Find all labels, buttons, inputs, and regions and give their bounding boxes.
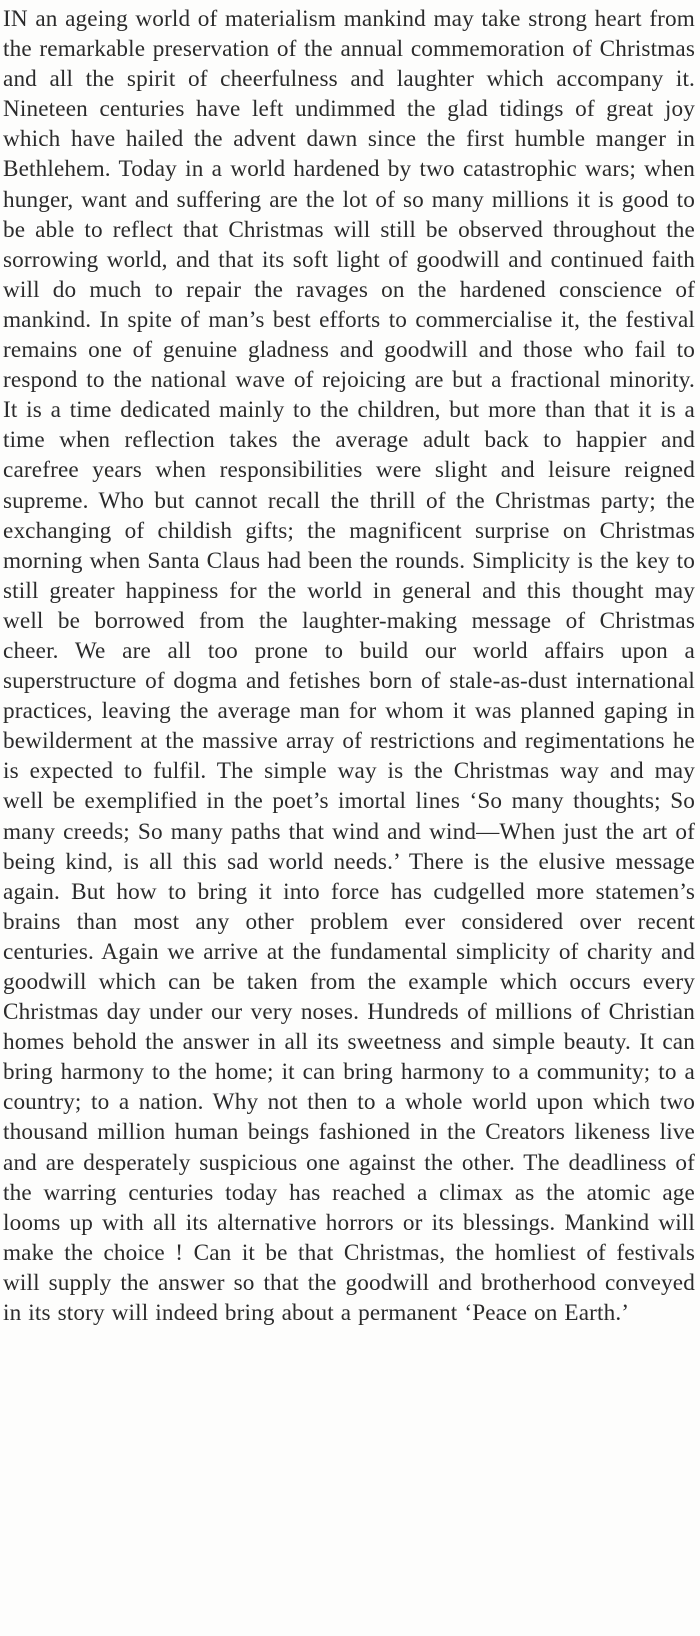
editorial-article-body: IN an ageing world of materialism mankind may take strong heart from the remarkable preservation of the annual commemoration of Christmas and all the spirit of cheerfulness and laughter which accompany it. Nineteen centuries have left undimmed the glad tidings of great joy which have hailed the advent dawn since the first humble manger in Bethlehem. Today in a world hardened by two catastrophic wars; when hunger, want and suffering are the lot of so many millions it is good to be able to reflect that Christmas will still be observed throughout the sorrowing world, and that its soft light of goodwill and continued faith will do much to repair the ravages on the hardened conscience of mankind. In spite of man’s best efforts to commercialise it, the festival remains one of genuine gladness and goodwill and those who fail to respond to the national wave of rejoicing are but a fractional minority. It is a time dedicated mainly to the children, but more than that it is a time when reflection takes the average adult back to happier and carefree years when responsibilities were slight and leisure reigned supreme. Who but cannot recall the thrill of the Christmas party; the exchanging of childish gifts; the magnificent surprise on Christmas morning when Santa Claus had been the rounds. Simplicity is the key to still greater happiness for the world in general and this thought may well be borrowed from the laughter-making message of Christmas cheer. We are all too prone to build our world affairs upon a superstructure of dogma and fetishes born of stale-as-dust international practices, leaving the average man for whom it was planned gaping in bewilderment at the massive array of restrictions and regimentations he is expected to fulfil. The simple way is the Christmas way and may well be exemplified in the poet’s imortal lines ‘So many thoughts; So many creeds; So many paths that wind and wind—When just the art of being kind, is all this sad world needs.’ There is the elusive message again. But how to bring it into force has cudgelled more statemen’s brains than most any other problem ever considered over recent centuries. Again we arrive at the fundamental simplicity of charity and goodwill which can be taken from the example which occurs every Christmas day under our very noses. Hundreds of millions of Christian homes behold the answer in all its sweetness and simple beauty. It can bring harmony to the home; it can bring harmony to a community; to a country; to a nation. Why not then to a whole world upon which two thousand million human beings fashioned in the Creators likeness live and are desperately suspicious one against the other. The deadliness of the warring centuries today has reached a climax as the atomic age looms up with all its alternative horrors or its blessings. Mankind will make the choice ! Can it be that Christmas, the homliest of festivals will supply the answer so that the goodwill and brotherhood conveyed in its story will indeed bring about a permanent ‘Peace on Earth.’	[3, 6, 695, 1327]
